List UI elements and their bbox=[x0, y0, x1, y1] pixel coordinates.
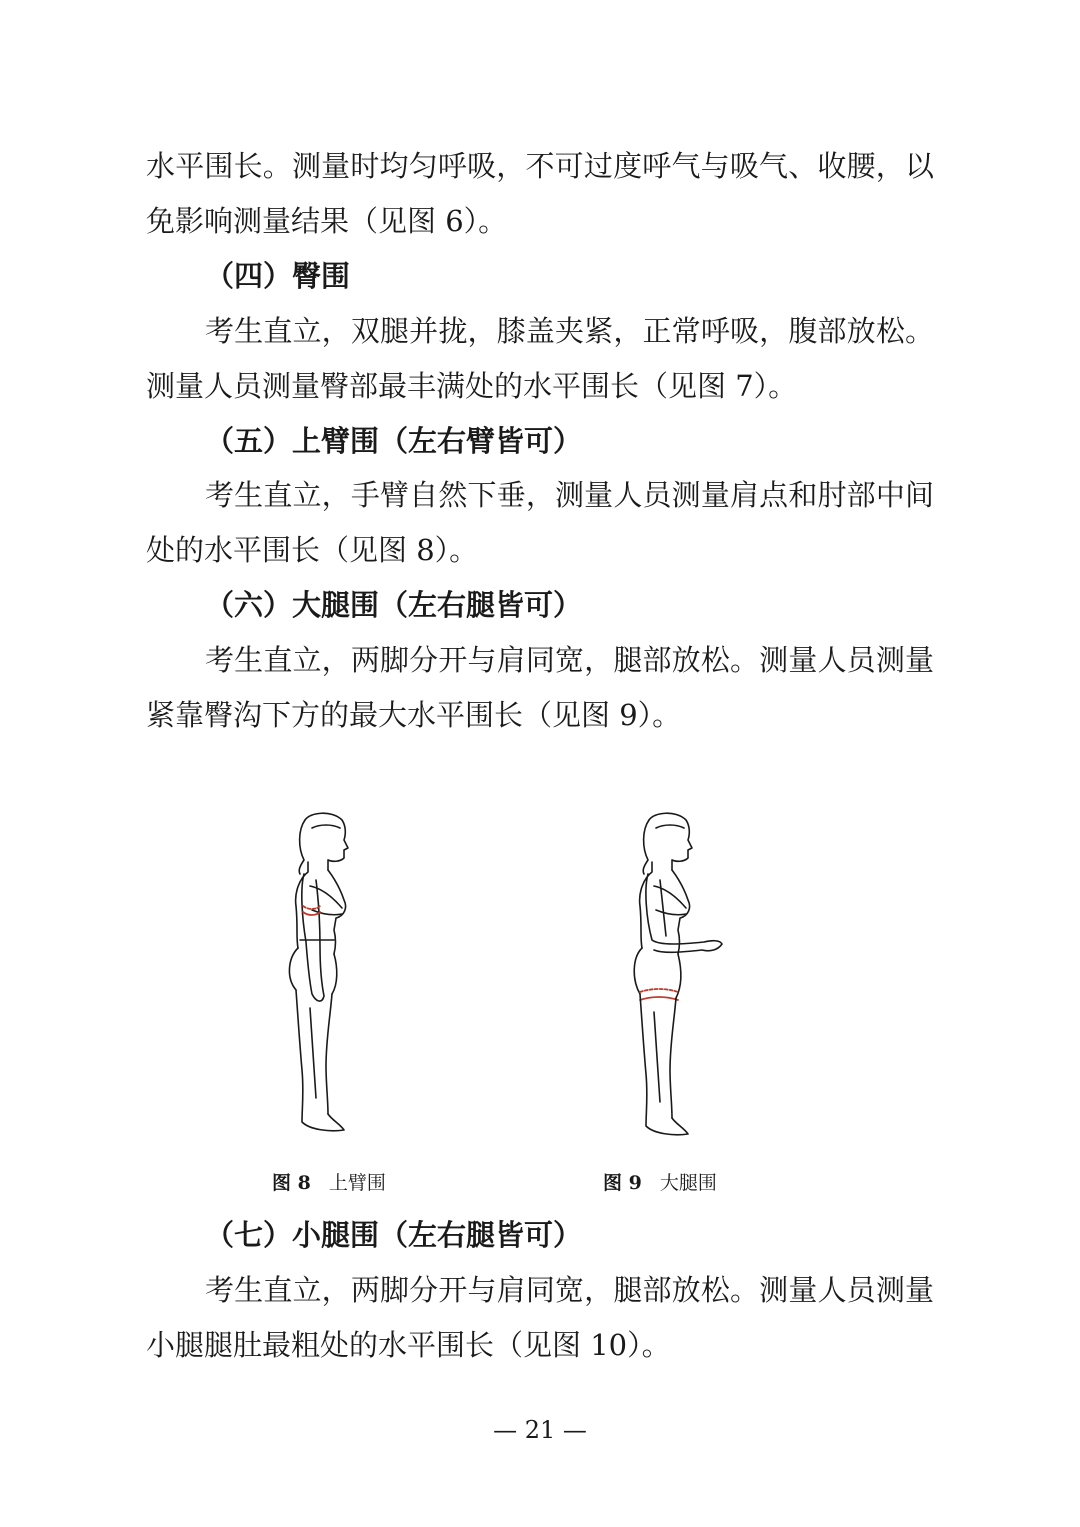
paragraph-line: 水平围长。测量时均匀呼吸，不可过度呼气与吸气、收腰，以 bbox=[146, 149, 934, 183]
paragraph-line: 考生直立，两脚分开与肩同宽，腿部放松。测量人员测量 bbox=[205, 1273, 934, 1307]
paragraph-line: 处的水平围长（见图 8）。 bbox=[146, 533, 479, 567]
paragraph-line: 紧靠臀沟下方的最大水平围长（见图 9）。 bbox=[146, 698, 682, 732]
page-number: — 21 — bbox=[493, 1416, 587, 1444]
figure-9-caption bbox=[603, 1170, 717, 1196]
paragraph-line: 考生直立，手臂自然下垂，测量人员测量肩点和肘部中间 bbox=[205, 478, 934, 512]
figure-8-title: 上臂围 bbox=[328, 1172, 386, 1194]
section-heading-5: （五）上臂围（左右臂皆可） bbox=[205, 424, 583, 458]
paragraph-line: 测量人员测量臀部最丰满处的水平围长（见图 7）。 bbox=[146, 369, 798, 403]
section-heading-6: （六）大腿围（左右腿皆可） bbox=[205, 588, 583, 622]
figure-8-illustration bbox=[270, 808, 380, 1138]
paragraph-line: 免影响测量结果（见图 6）。 bbox=[146, 204, 508, 238]
paragraph-line: 考生直立，两脚分开与肩同宽，腿部放松。测量人员测量 bbox=[205, 643, 934, 677]
figure-8-caption bbox=[272, 1170, 386, 1196]
paragraph-line: 小腿腿肚最粗处的水平围长（见图 10）。 bbox=[146, 1328, 671, 1362]
figure-9-illustration bbox=[614, 808, 734, 1148]
section-heading-7: （七）小腿围（左右腿皆可） bbox=[205, 1218, 583, 1252]
figure-9-title: 大腿围 bbox=[659, 1172, 717, 1194]
figure-9-number: 图 9 bbox=[603, 1172, 642, 1194]
section-heading-4: （四）臀围 bbox=[205, 259, 351, 293]
figure-8-number: 图 8 bbox=[272, 1172, 311, 1194]
paragraph-line: 考生直立，双腿并拢，膝盖夹紧，正常呼吸，腹部放松。 bbox=[205, 314, 934, 348]
